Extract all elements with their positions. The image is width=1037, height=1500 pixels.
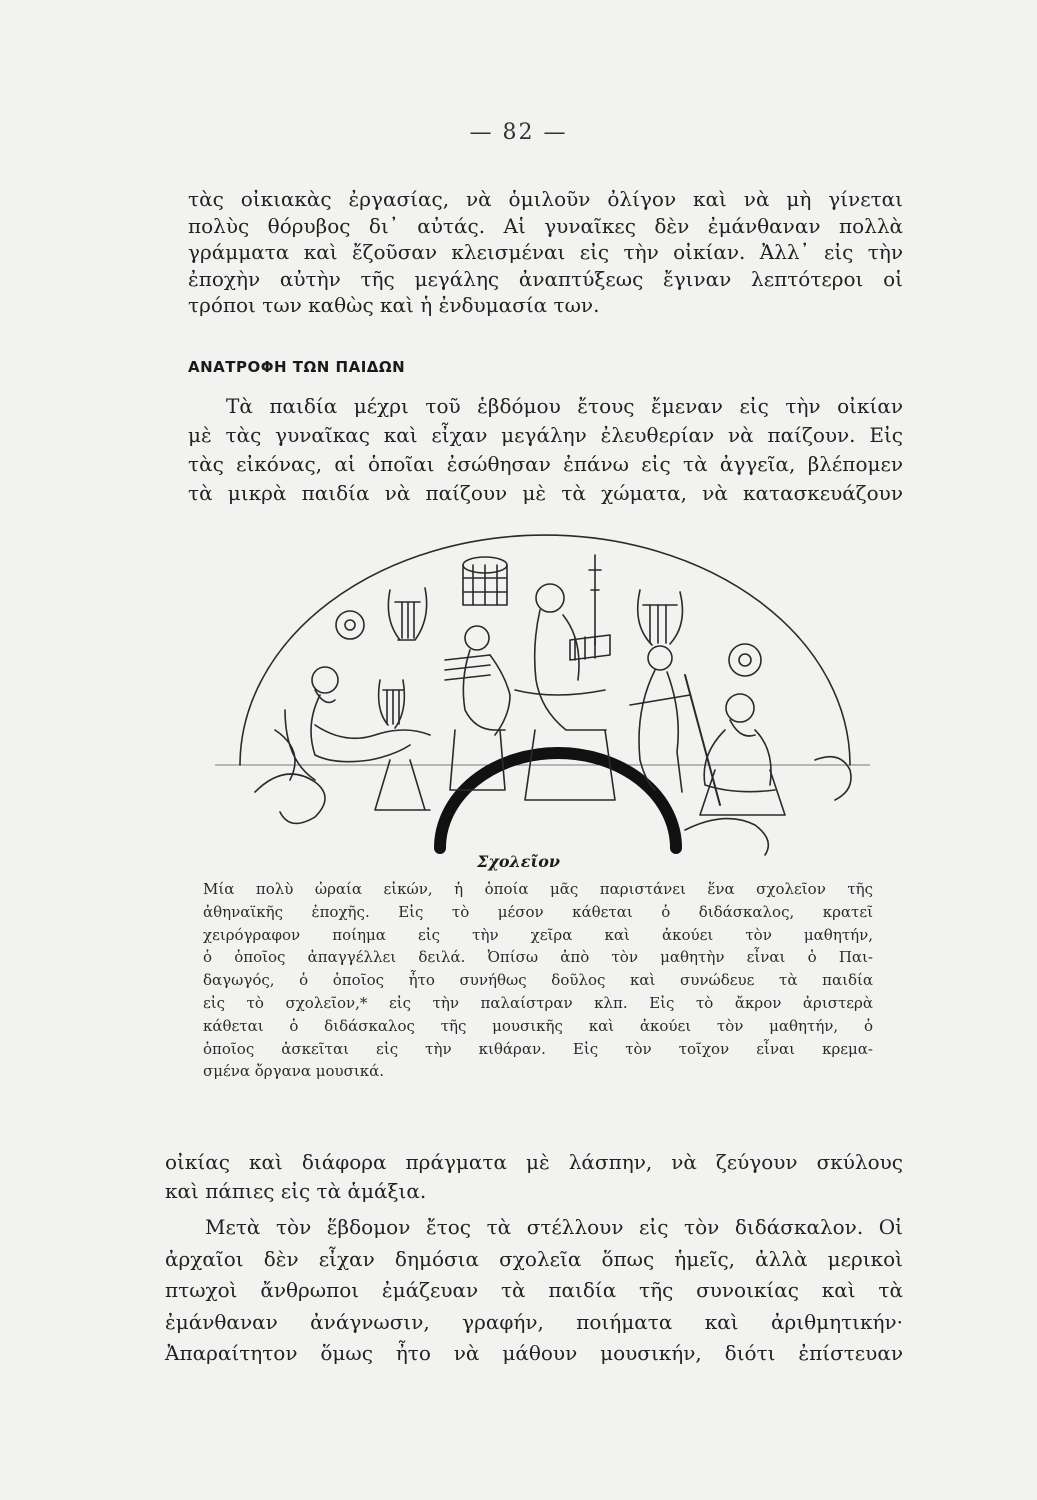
text-line: πολὺς θόρυβος δι᾽ αὐτάς. Αἱ γυναῖκες δὲν ἐμάνθαναν πολλὰ — [188, 213, 903, 238]
caption-line: ἀθηναϊκῆς ἐποχῆς. Εἰς τὸ μέσον κάθεται ὁ διδάσκαλος, κρατεῖ — [203, 902, 873, 921]
text-line: γράμματα καὶ ἔζοῦσαν κλεισμέναι εἰς τὴν οἰκίαν. Ἀλλ᾽ εἰς τὴν — [188, 240, 903, 264]
paragraph-children — [188, 392, 903, 508]
page-number: — 82 — — [469, 120, 568, 145]
section-heading: ΑΝΑΤΡΟΦΗ ΤΩΝ ΠΑΙΔΩΝ — [188, 358, 406, 376]
caption-line: ὁ ὁποῖος ἀπαγγέλλει δειλά. Ὀπίσω ἀπὸ τὸν μαθητὴν εἶναι ὁ Παι- — [203, 948, 873, 967]
text-line: οἰκίας καὶ διάφορα πράγματα μὲ λάσπην, νὰ ζεύγουν σκύλους — [165, 1150, 903, 1174]
caption-line: κάθεται ὁ διδάσκαλος τῆς μουσικῆς καὶ ἀκούει τὸν μαθητήν, ὁ — [203, 1016, 873, 1035]
figure-caption — [203, 878, 873, 1083]
figure-title: Σχολεῖον — [477, 852, 560, 871]
caption-line: σμένα ὄργανα μουσικά. — [203, 1062, 385, 1081]
paedagogus-figure — [685, 675, 785, 815]
music-teacher-figure — [275, 667, 430, 810]
caption-line: δαγωγός, ὁ ὁποῖος ἦτο συνήθως δοῦλος καὶ συνώδευε τὰ παιδία — [203, 971, 873, 990]
paragraph-household — [188, 186, 903, 319]
school-vase-illustration — [215, 530, 870, 860]
text-line: Ἀπαραίτητον ὅμως ἦτο νὰ μάθουν μουσικήν, διότι ἐπίστευαν — [165, 1341, 903, 1365]
caption-line: χειρόγραφον ποίημα εἰς τὴν χεῖρα καὶ ἀκούει τὸν μαθητήν, — [203, 925, 873, 944]
text-line: τὰς οἰκιακὰς ἐργασίας, νὰ ὁμιλοῦν ὀλίγον καὶ νὰ μὴ γίνεται — [188, 187, 903, 211]
wall-disc-icon — [336, 611, 364, 639]
text-line: πτωχοὶ ἄνθρωποι ἐμάζευαν τὰ παιδία τῆς συνοικίας καὶ τὰ — [165, 1278, 903, 1302]
text-line: τὰς εἰκόνας, αἱ ὁποῖαι ἐσώθησαν ἐπάνω εἰς τὰ ἀγγεῖα, βλέπομεν — [188, 452, 903, 476]
wall-basket-icon — [463, 557, 507, 605]
text-line: καὶ πάπιες εἰς τὰ ἁμάξια. — [165, 1179, 427, 1203]
paragraph-play — [165, 1148, 903, 1206]
text-line: ἐμάνθαναν ἀνάγνωσιν, γραφήν, ποιήματα καὶ ἀριθμητικήν· — [165, 1309, 903, 1334]
caption-line: ὁποῖος ἀσκεῖται εἰς τὴν κιθάραν. Εἰς τὸν τοῖχον εἶναι κρεμα- — [203, 1039, 873, 1058]
scroll-stand-icon — [589, 555, 601, 645]
text-line: μὲ τὰς γυναῖκας καὶ εἶχαν μεγάλην ἐλευθερίαν νὰ παίζουν. Εἰς — [188, 423, 903, 447]
paragraph-school — [165, 1212, 903, 1370]
wall-lyre-icon — [638, 590, 683, 645]
text-line: τὰ μικρὰ παιδία νὰ παίζουν μὲ τὰ χώματα, νὰ κατασκευάζουν — [188, 481, 903, 505]
wall-lyre-icon — [388, 588, 426, 640]
reciting-pupil-figure — [630, 646, 690, 792]
text-line: ἀρχαῖοι δὲν εἶχαν δημόσια σχολεῖα ὅπως ἡμεῖς, ἀλλὰ μερικοὶ — [165, 1246, 903, 1271]
text-line: Τὰ παιδία μέχρι τοῦ ἑβδόμου ἔτους ἔμεναν εἰς τὴν οἰκίαν — [226, 394, 903, 418]
vase-drawing — [215, 530, 870, 860]
text-line: Μετὰ τὸν ἕβδομον ἔτος τὰ στέλλουν εἰς τὸν διδάσκαλον. Οἱ — [205, 1215, 903, 1239]
text-line: τρόποι των καθὼς καὶ ἡ ἐνδυμασία των. — [188, 293, 600, 317]
wall-disc-icon — [729, 644, 761, 676]
caption-line: Μία πολὺ ὡραία εἰκών, ἡ ὁποία μᾶς παριστάνει ἕνα σχολεῖον τῆς — [203, 880, 873, 898]
caption-line: εἰς τὸ σχολεῖον,* εἰς τὴν παλαίστραν κλπ. Εἰς τὸ ἄκρον ἀριστερὰ — [203, 993, 873, 1012]
text-line: ἐποχὴν αὐτὴν τῆς μεγάλης ἀναπτύξεως ἔγιναν λεπτότεροι οἱ — [188, 266, 903, 291]
schoolmaster-figure — [515, 584, 615, 800]
